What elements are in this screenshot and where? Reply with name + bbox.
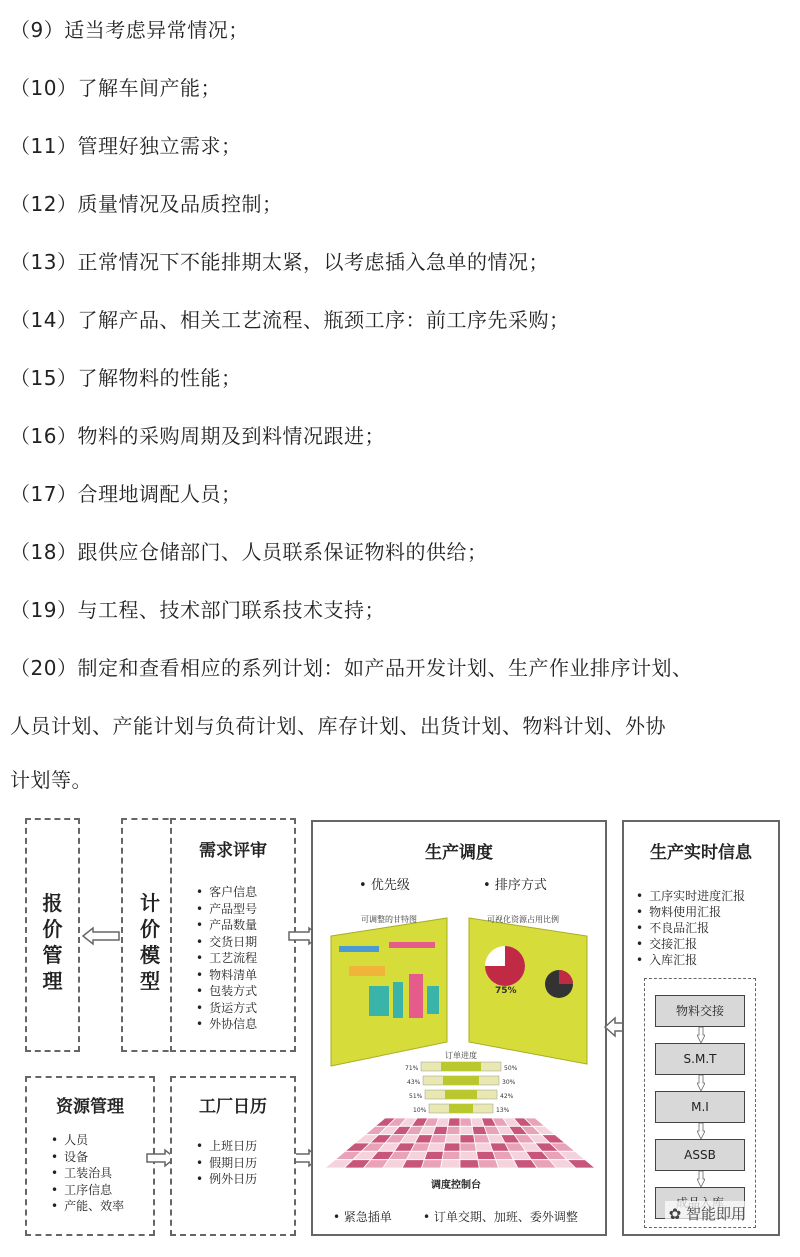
down-arrow-icon [697, 1075, 705, 1091]
watermark-text: 智能即用 [685, 1205, 746, 1223]
list-item: • 外协信息 [196, 1016, 257, 1033]
list-item-continued: 计划等。 [10, 768, 92, 792]
list-item: • 包装方式 [196, 983, 257, 1000]
console-grid [325, 1118, 595, 1168]
console-grid-cell [430, 1135, 446, 1143]
list-item: • 工艺流程 [196, 950, 257, 967]
progress-right-3: 13% [496, 1107, 510, 1114]
console-grid-cell [427, 1143, 445, 1151]
progress-right-2: 42% [500, 1093, 514, 1100]
list-item: （12）质量情况及品质控制； [10, 192, 283, 216]
down-arrow-icon [697, 1123, 705, 1139]
realtime-info-list [636, 888, 745, 968]
list-item: • 工序信息 [51, 1182, 124, 1199]
down-arrow-icon [697, 1027, 705, 1043]
list-item: • 物料使用汇报 [636, 904, 745, 920]
resource-management-box [25, 1076, 155, 1236]
list-item: • 产品数量 [196, 917, 257, 934]
quote-char: 价 [42, 917, 63, 941]
list-item: （15）了解物料的性能； [10, 366, 242, 390]
progress-right-1: 30% [502, 1079, 516, 1086]
list-item: （19）与工程、技术部门联系技术支持； [10, 598, 385, 622]
adjust-label: • 订单交期、加班、委外调整 [423, 1210, 578, 1224]
list-item: （10）了解车间产能； [10, 76, 221, 100]
realtime-info-box [622, 820, 780, 1236]
quote-char: 报 [42, 891, 63, 915]
planning-diagram [25, 818, 780, 1238]
list-item: • 人员 [51, 1132, 124, 1149]
console-grid-cell [460, 1160, 479, 1168]
wechat-icon: ✿ [668, 1205, 682, 1223]
list-item: • 上班日历 [196, 1138, 257, 1155]
progress-right-0: 50% [504, 1065, 518, 1072]
list-item: • 例外日历 [196, 1171, 257, 1188]
progress-left-1: 43% [407, 1079, 421, 1086]
resource-management-list [51, 1132, 124, 1215]
pricing-char: 型 [140, 969, 160, 993]
list-item: • 产能、效率 [51, 1198, 124, 1215]
sort-mode-label: • 排序方式 [483, 878, 547, 893]
left-arrow-icon [81, 926, 121, 946]
list-item: • 产品型号 [196, 901, 257, 918]
console-grid-cell [402, 1160, 424, 1168]
list-item: • 工装治具 [51, 1165, 124, 1182]
gantt-panel-title: 可调整的甘特图 [361, 915, 417, 924]
progress-left-3: 10% [413, 1107, 427, 1114]
list-item: • 不良品汇报 [636, 920, 745, 936]
sort-mode-text: 排序方式 [494, 878, 547, 893]
progress-title: 订单进度 [445, 1051, 477, 1060]
list-item: • 工序实时进度汇报 [636, 888, 745, 904]
pricing-char: 模 [140, 943, 160, 967]
list-item: • 入库汇报 [636, 952, 745, 968]
list-item: （17）合理地调配人员； [10, 482, 242, 506]
console-grid-cell [460, 1151, 478, 1159]
flow-step: ASSB [655, 1139, 745, 1171]
factory-calendar-list [196, 1138, 257, 1188]
list-item: （20）制定和查看相应的系列计划：如产品开发计划、生产作业排序计划、 [10, 656, 693, 680]
console-grid-cell [444, 1143, 460, 1151]
list-item: （14）了解产品、相关工艺流程、瓶颈工序：前工序先采购； [10, 308, 570, 332]
list-item: • 物料清单 [196, 967, 257, 984]
list-item: （11）管理好独立需求； [10, 134, 242, 158]
quote-char: 理 [42, 969, 63, 993]
list-item: • 交货日期 [196, 934, 257, 951]
console-grid-cell [460, 1126, 474, 1134]
console-grid-cell [460, 1135, 475, 1143]
urgent-insert-text: 紧急插单 [343, 1210, 392, 1224]
pie-label: 75% [495, 986, 517, 996]
demand-review-title: 需求评审 [199, 841, 267, 861]
console-grid-cell [442, 1151, 460, 1159]
quote-management-box [25, 818, 80, 1052]
list-item: • 交接汇报 [636, 936, 745, 952]
realtime-info-title: 生产实时信息 [650, 843, 752, 863]
console-grid-cell [460, 1118, 472, 1126]
list-item: （16）物料的采购周期及到料情况跟进； [10, 424, 385, 448]
flow-step: S.M.T [655, 1043, 745, 1075]
console-label: 调度控制台 [431, 1180, 481, 1191]
resource-panel-title: 可视化资源占用比例 [487, 915, 559, 924]
list-item-continued: 人员计划、产能计划与负荷计划、库存计划、出货计划、物料计划、外协 [10, 714, 666, 738]
list-item: • 客户信息 [196, 884, 257, 901]
progress-left-0: 71% [405, 1065, 419, 1072]
flow-step: 物料交接 [655, 995, 745, 1027]
quote-char: 管 [42, 943, 63, 967]
console-grid-cell [476, 1151, 495, 1159]
list-item: • 设备 [51, 1149, 124, 1166]
list-item: • 假期日历 [196, 1155, 257, 1172]
scheduling-console-illustration [319, 896, 601, 1196]
demand-review-list [196, 884, 257, 1033]
console-grid-cell [421, 1160, 442, 1168]
adjust-text: 订单交期、加班、委外调整 [433, 1210, 578, 1224]
console-grid-cell [445, 1135, 460, 1143]
list-item: （18）跟供应仓储部门、人员联系保证物料的供给； [10, 540, 488, 564]
console-grid-cell [436, 1118, 450, 1126]
factory-calendar-box [170, 1076, 296, 1236]
demand-review-box [170, 818, 296, 1052]
console-grid-cell [441, 1160, 460, 1168]
console-grid-cell [424, 1151, 443, 1159]
pricing-char: 计 [140, 891, 160, 915]
console-grid-cell [460, 1143, 476, 1151]
pricing-char: 价 [140, 917, 160, 941]
console-grid-cell [433, 1126, 448, 1134]
resource-management-title: 资源管理 [56, 1097, 124, 1117]
watermark [665, 1201, 750, 1226]
list-item: （13）正常情况下不能排期太紧，以考虑插入急单的情况； [10, 250, 549, 274]
down-arrow-icon [697, 1171, 705, 1187]
list-item: （9）适当考虑异常情况； [10, 18, 249, 42]
process-flow-box [644, 978, 756, 1228]
production-scheduling-title: 生产调度 [425, 843, 493, 863]
console-grid-cell [448, 1118, 460, 1126]
progress-left-2: 51% [409, 1093, 423, 1100]
console-grid-cell [478, 1160, 499, 1168]
flow-step: M.I [655, 1091, 745, 1123]
production-scheduling-box [311, 820, 607, 1236]
console-grid-cell [446, 1126, 460, 1134]
urgent-insert-label: • 紧急插单 [333, 1210, 392, 1224]
list-item: • 货运方式 [196, 1000, 257, 1017]
priority-text: 优先级 [370, 878, 410, 893]
priority-label: • 优先级 [359, 878, 410, 893]
factory-calendar-title: 工厂日历 [199, 1097, 267, 1117]
